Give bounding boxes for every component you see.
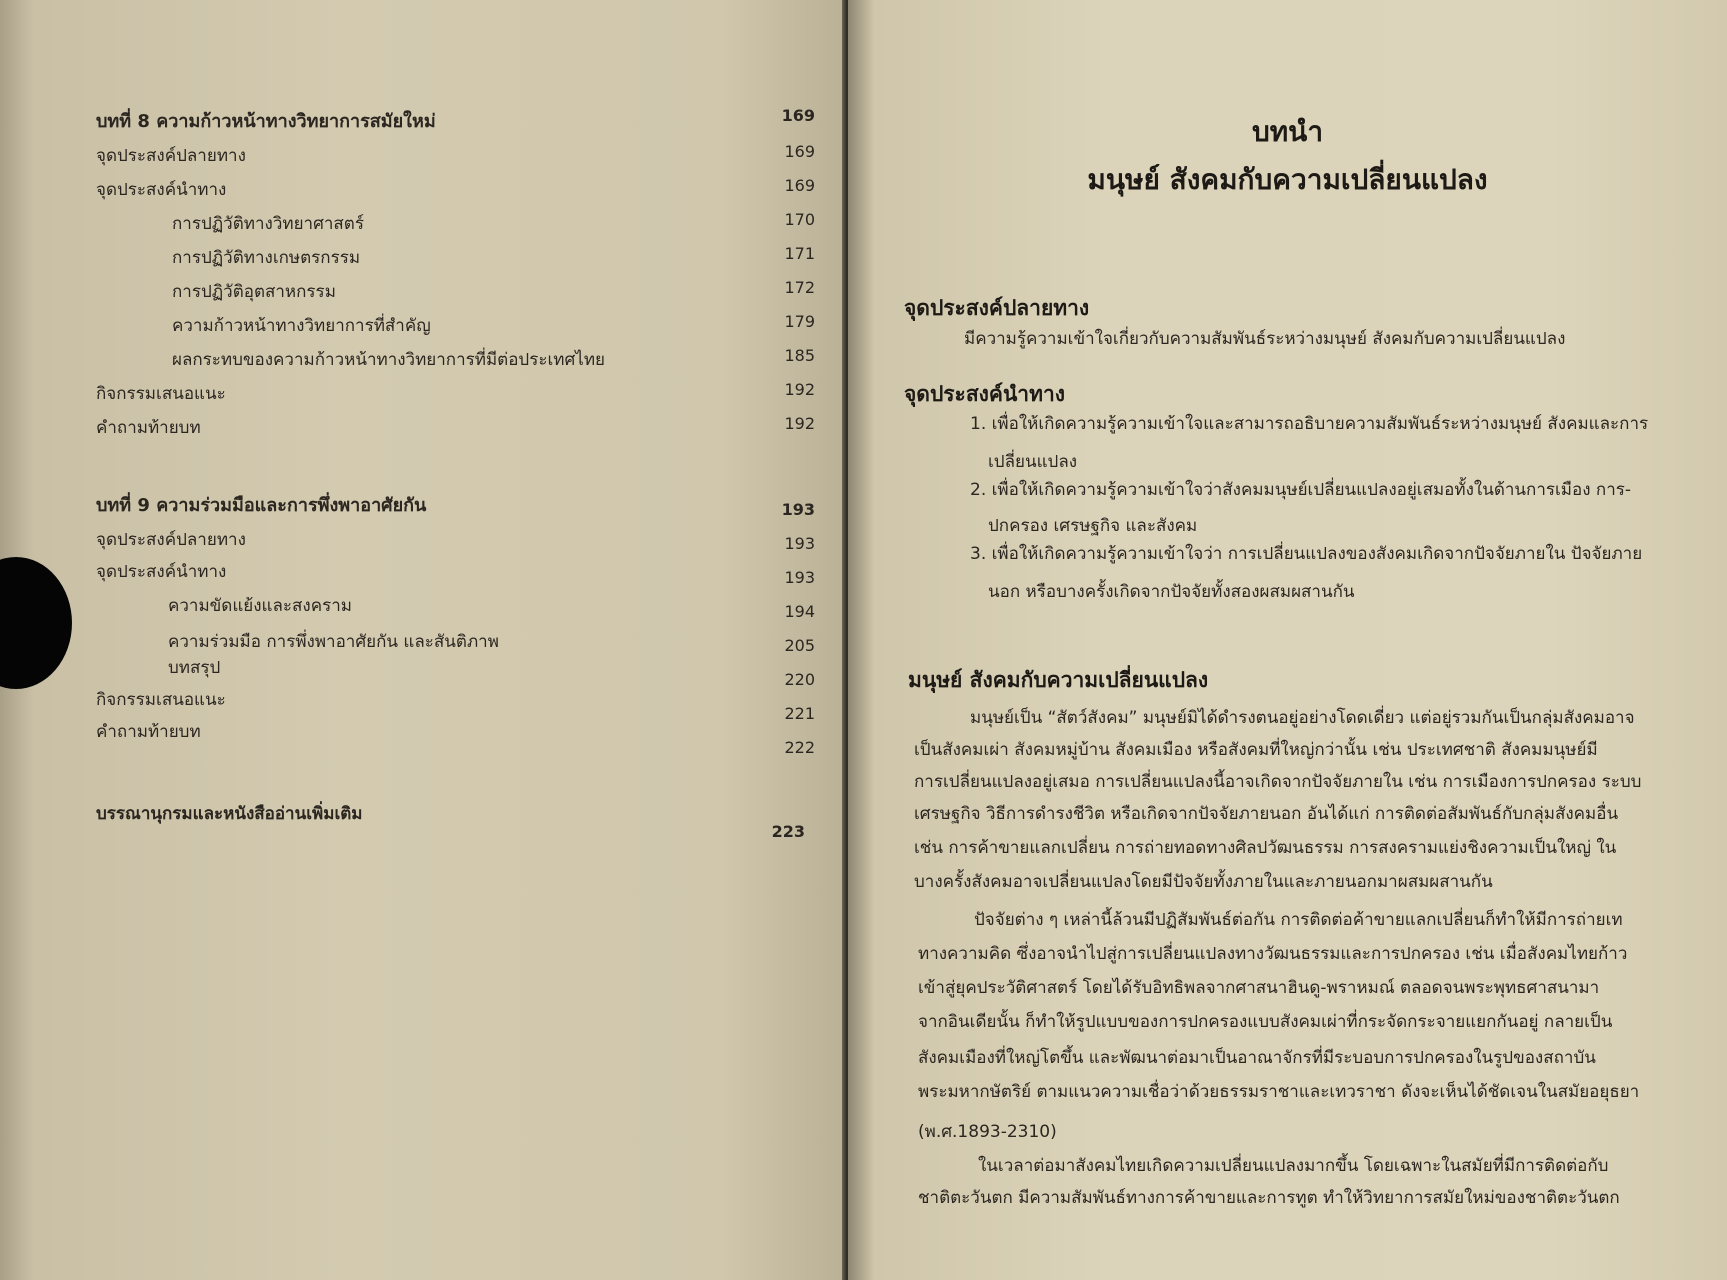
para2-line: จากอินเดียนั้น ก็ทำให้รูปแบบของการปกครองแบบสังคมเผ่าที่กระจัดกระจายแยกกันอยู่ กลายเป็น (918, 1012, 1613, 1032)
toc-page: 171 (784, 244, 815, 263)
toc-page: 192 (784, 380, 815, 399)
para1-line: เป็นสังคมเผ่า สังคมหมู่บ้าน สังคมเมือง หรือสังคมที่ใหญ่กว่านั้น เช่น ประเทศชาติ สังคมมนุษย์มี (914, 740, 1598, 760)
toc-item: กิจกรรมเสนอแนะ (96, 690, 226, 710)
toc-item: คำถามท้ายบท (96, 722, 201, 742)
para1-line: บางครั้งสังคมอาจเปลี่ยนแปลงโดยมีปัจจัยทั้งภายในและภายนอกมาผสมผสานกัน (914, 872, 1493, 892)
objective-line: 2. เพื่อให้เกิดความรู้ความเข้าใจว่าสังคมมนุษย์เปลี่ยนแปลงอยู่เสมอทั้งในด้านการเมือง การ- (970, 480, 1632, 500)
toc-page: 220 (784, 670, 815, 689)
toc-page: 221 (784, 704, 815, 723)
toc-item: การปฏิวัติทางเกษตรกรรม (172, 248, 361, 268)
para2-line: ทางความคิด ซึ่งอาจนำไปสู่การเปลี่ยนแปลงทางวัฒนธรรมและการปกครอง เช่น เมื่อสังคมไทยก้าว (918, 944, 1628, 964)
objective-line: เปลี่ยนแปลง (988, 452, 1078, 472)
toc-page: 170 (784, 210, 815, 229)
toc-page: 192 (784, 414, 815, 433)
left-page-toc (0, 0, 848, 1280)
para2-line: (พ.ศ.1893-2310) (918, 1122, 1057, 1142)
toc-page: 193 (784, 568, 815, 587)
objective-line: นอก หรือบางครั้งเกิดจากปัจจัยทั้งสองผสมผสานกัน (988, 582, 1355, 602)
toc-item: ความร่วมมือ การพึ่งพาอาศัยกัน และสันติภาพ (168, 632, 499, 652)
toc-page: 185 (784, 346, 815, 365)
para1-line: เศรษฐกิจ วิธีการดำรงชีวิต หรือเกิดจากปัจจัยภายนอก อันได้แก่ การติดต่อสัมพันธ์กับกลุ่มสังคมอื่น (914, 804, 1619, 824)
binding-hole (0, 557, 72, 689)
toc-item: ความก้าวหน้าทางวิทยาการที่สำคัญ (172, 316, 431, 336)
toc-item: การปฏิวัติอุตสาหกรรม (172, 282, 336, 302)
toc-page: 169 (784, 142, 815, 161)
toc-item: ผลกระทบของความก้าวหน้าทางวิทยาการที่มีต่อประเทศไทย (172, 350, 606, 370)
intro-subtitle: มนุษย์ สังคมกับความเปลี่ยนแปลง (1087, 163, 1488, 196)
objective-line: 3. เพื่อให้เกิดความรู้ความเข้าใจว่า การเปลี่ยนแปลงของสังคมเกิดจากปัจจัยภายใน ปัจจัยภาย (970, 544, 1643, 564)
objective-line: ปกครอง เศรษฐกิจ และสังคม (988, 516, 1198, 536)
para3-line: ชาติตะวันตก มีความสัมพันธ์ทางการค้าขายและการทูต ทำให้วิทยาการสมัยใหม่ของชาติตะวันตก (918, 1188, 1620, 1208)
toc-ch8-page: 169 (781, 106, 815, 125)
toc-item: จุดประสงค์นำทาง (96, 562, 227, 582)
toc-page: 169 (784, 176, 815, 195)
toc-item: คำถามท้ายบท (96, 418, 201, 438)
toc-ch9-heading: บทที่ 9 ความร่วมมือและการพึ่งพาอาศัยกัน (96, 495, 427, 516)
para3-line: ในเวลาต่อมาสังคมไทยเกิดความเปลี่ยนแปลงมากขึ้น โดยเฉพาะในสมัยที่มีการติดต่อกับ (978, 1156, 1609, 1176)
toc-item: การปฏิวัติทางวิทยาศาสตร์ (172, 214, 364, 234)
section-heading: มนุษย์ สังคมกับความเปลี่ยนแปลง (908, 668, 1209, 692)
intro-title: บทนำ (1251, 115, 1324, 148)
toc-ch8-heading: บทที่ 8 ความก้าวหน้าทางวิทยาการสมัยใหม่ (96, 111, 436, 132)
toc-item: จุดประสงค์นำทาง (96, 180, 227, 200)
right-page-intro (848, 0, 1727, 1280)
goal-heading: จุดประสงค์ปลายทาง (904, 296, 1090, 320)
toc-page: 222 (784, 738, 815, 757)
para1-line: มนุษย์เป็น “สัตว์สังคม” มนุษย์มิได้ดำรงตนอยู่อย่างโดดเดี่ยว แต่อยู่รวมกันเป็นกลุ่มสังคมอาจ (970, 708, 1635, 728)
toc-bibliography: บรรณานุกรมและหนังสืออ่านเพิ่มเติม (96, 804, 363, 824)
para1-line: เช่น การค้าขายแลกเปลี่ยน การถ่ายทอดทางศิลปวัฒนธรรม การสงครามแย่งชิงความเป็นใหญ่ ใน (914, 838, 1617, 858)
toc-bibliography-page: 223 (771, 822, 805, 841)
toc-page: 179 (784, 312, 815, 331)
goal-text: มีความรู้ความเข้าใจเกี่ยวกับความสัมพันธ์ระหว่างมนุษย์ สังคมกับความเปลี่ยนแปลง (964, 329, 1566, 349)
toc-page: 205 (784, 636, 815, 655)
para1-line: การเปลี่ยนแปลงอยู่เสมอ การเปลี่ยนแปลงนี้อาจเกิดจากปัจจัยภายใน เช่น การเมืองการปกครอง ระบบ (914, 772, 1642, 792)
toc-item: กิจกรรมเสนอแนะ (96, 384, 226, 404)
para2-line: ปัจจัยต่าง ๆ เหล่านี้ล้วนมีปฏิสัมพันธ์ต่อกัน การติดต่อค้าขายแลกเปลี่ยนก็ทำให้มีการถ่ายเท (974, 910, 1623, 930)
para2-line: สังคมเมืองที่ใหญ่โตขึ้น และพัฒนาต่อมาเป็นอาณาจักรที่มีระบอบการปกครองในรูปของสถาบัน (918, 1048, 1596, 1068)
objectives-heading: จุดประสงค์นำทาง (904, 382, 1065, 406)
toc-item: จุดประสงค์ปลายทาง (96, 530, 246, 550)
toc-item: ความขัดแย้งและสงคราม (168, 596, 352, 616)
para2-line: เข้าสู่ยุคประวัติศาสตร์ โดยได้รับอิทธิพลจากศาสนาฮินดู-พราหมณ์ ตลอดจนพระพุทธศาสนามา (918, 978, 1600, 998)
toc-item: บทสรุป (168, 658, 221, 678)
objective-line: 1. เพื่อให้เกิดความรู้ความเข้าใจและสามารถอธิบายความสัมพันธ์ระหว่างมนุษย์ สังคมและการ (970, 414, 1649, 434)
toc-page: 194 (784, 602, 815, 621)
para2-line: พระมหากษัตริย์ ตามแนวความเชื่อว่าด้วยธรรมราชาและเทวราชา ดังจะเห็นได้ชัดเจนในสมัยอยุธยา (918, 1082, 1640, 1102)
toc-page: 193 (784, 534, 815, 553)
toc-item: จุดประสงค์ปลายทาง (96, 146, 246, 166)
toc-page: 172 (784, 278, 815, 297)
toc-ch9-page: 193 (781, 500, 815, 519)
